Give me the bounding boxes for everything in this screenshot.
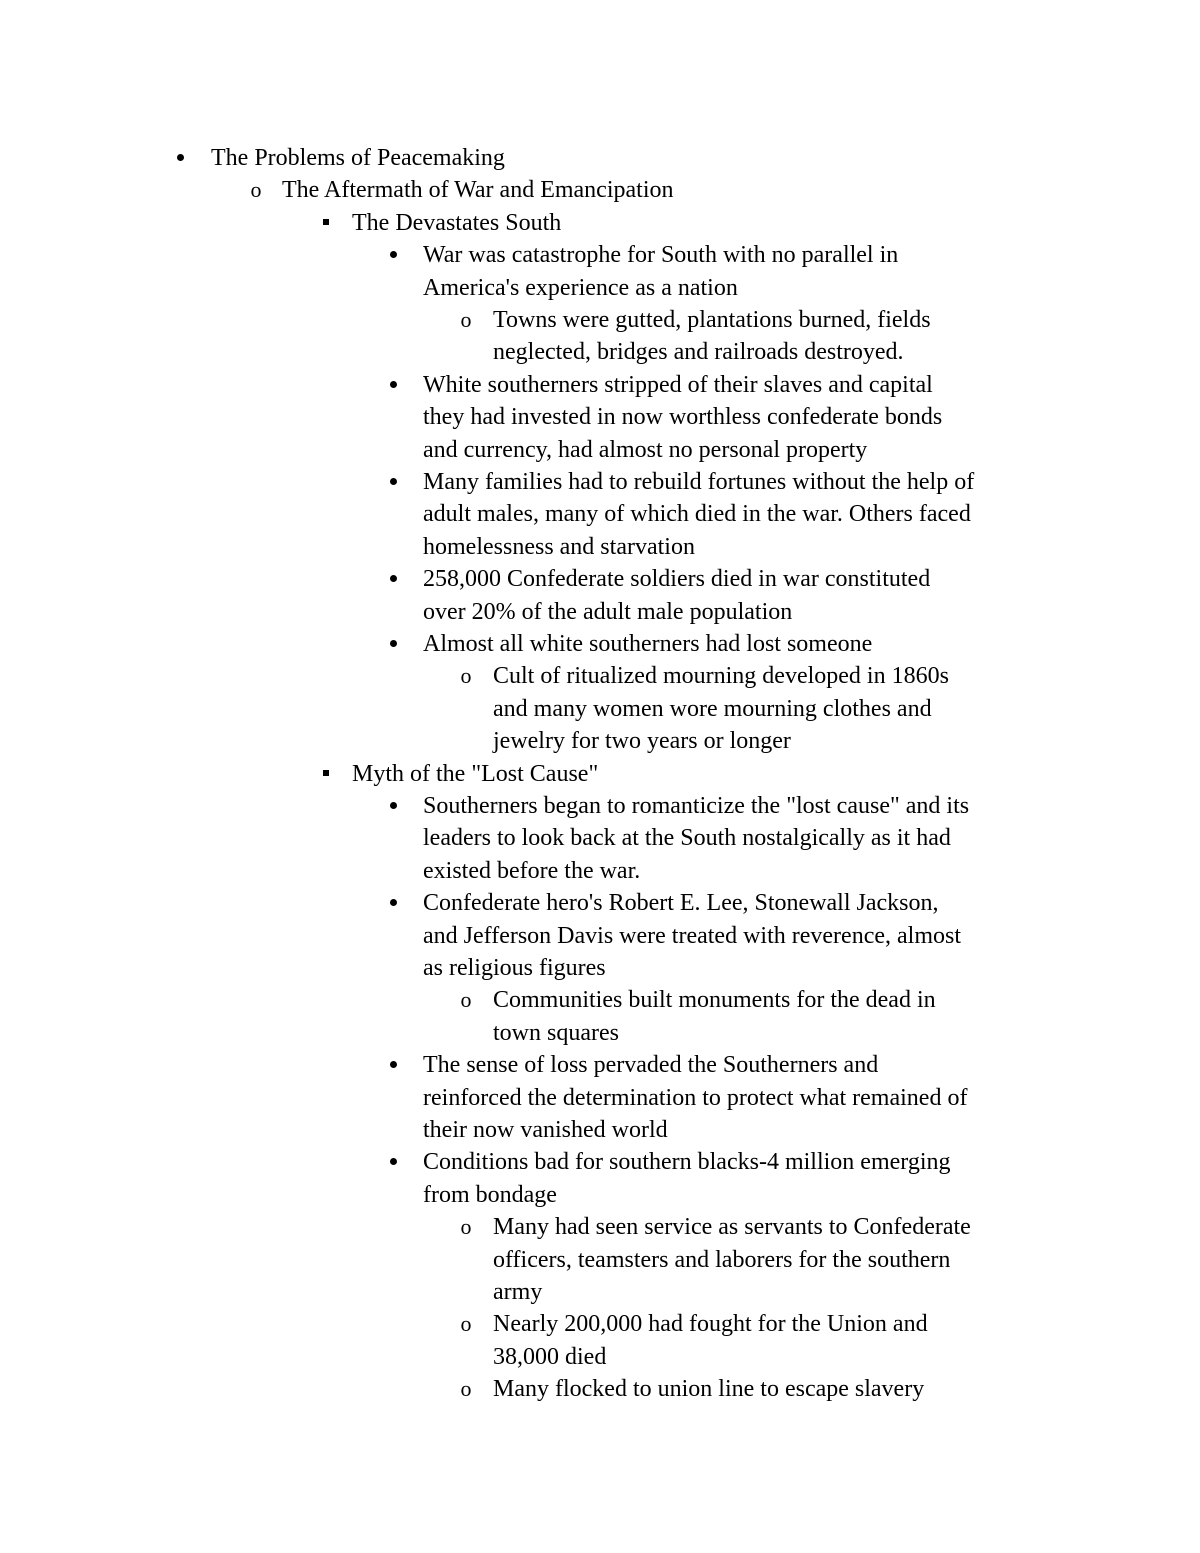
section-heading: The Devastates South (352, 209, 562, 236)
bullet-point-text: and Jefferson Davis were treated with reverence, almost (423, 922, 961, 949)
bullet-point-text: leaders to look back at the South nostalgically as it had (423, 825, 951, 852)
bullet-point-text: over 20% of the adult male population (423, 598, 793, 625)
bullet-point-text: reinforced the determination to protect what remained of (423, 1084, 968, 1111)
sub-point-text: Nearly 200,000 had fought for the Union and (493, 1311, 928, 1338)
disc-bullet-icon (170, 142, 190, 174)
circle-bullet-marker: o (460, 987, 472, 1013)
disc-bullet-icon (383, 369, 403, 401)
circle-bullet-marker: o (250, 177, 262, 203)
bullet-point-text: adult males, many of which died in the war. Others faced (423, 501, 971, 528)
heading-level-1: The Problems of Peacemaking (211, 145, 505, 171)
bullet-point-text: America's experience as a nation (423, 274, 738, 301)
sub-point-text: town squares (493, 1019, 619, 1046)
disc-bullet-icon (383, 790, 403, 822)
bullet-point-text: from bondage (423, 1181, 557, 1208)
circle-bullet-marker: o (460, 663, 472, 689)
disc-bullet-icon (383, 628, 403, 660)
bullet-point-text: 258,000 Confederate soldiers died in war constituted (423, 566, 931, 593)
disc-bullet-icon (383, 466, 403, 498)
bullet-point-text: Confederate hero's Robert E. Lee, Stonewall Jackson, (423, 890, 939, 917)
sub-point-text: jewelry for two years or longer (493, 728, 791, 755)
sub-point-text: officers, teamsters and laborers for the southern (493, 1246, 951, 1273)
square-bullet-icon (316, 758, 336, 790)
bullet-point-text: as religious figures (423, 955, 606, 981)
sub-point-text: 38,000 died (493, 1343, 607, 1370)
circle-bullet-marker: o (460, 1311, 472, 1337)
bullet-point-text: existed before the war. (423, 857, 641, 884)
bullet-point-text: Many families had to rebuild fortunes without the help of (423, 469, 975, 495)
disc-bullet-icon (383, 239, 403, 271)
sub-point-text: army (493, 1279, 543, 1305)
bullet-point-text: homelessness and starvation (423, 533, 695, 560)
bullet-point-text: White southerners stripped of their slaves and capital (423, 371, 933, 398)
sub-point-text: Many flocked to union line to escape slavery (493, 1376, 925, 1403)
bullet-point-text: Southerners began to romanticize the "lost cause" and its (423, 793, 970, 819)
section-heading: Myth of the "Lost Cause" (352, 760, 599, 787)
sub-point-text: Towns were gutted, plantations burned, fields (493, 307, 931, 333)
disc-bullet-icon (383, 1049, 403, 1081)
sub-point-text: and many women wore mourning clothes and (493, 695, 932, 722)
bullet-point-text: their now vanished world (423, 1117, 668, 1143)
bullet-point-text: and currency, had almost no personal property (423, 436, 868, 463)
circle-bullet-marker: o (460, 1214, 472, 1240)
circle-bullet-marker: o (460, 307, 472, 332)
bullet-point-text: Almost all white southerners had lost someone (423, 631, 873, 657)
bullet-point-text: Conditions bad for southern blacks-4 million emerging (423, 1149, 951, 1176)
square-bullet-icon (316, 207, 336, 239)
disc-bullet-icon (383, 1146, 403, 1178)
bullet-point-text: The sense of loss pervaded the Southerners and (423, 1052, 879, 1079)
sub-point-text: neglected, bridges and railroads destroyed. (493, 339, 904, 366)
bullet-point-text: they had invested in now worthless confederate bonds (423, 404, 943, 431)
heading-level-2: The Aftermath of War and Emancipation (282, 177, 674, 204)
sub-point-text: Cult of ritualized mourning developed in 1860s (493, 663, 949, 690)
bullet-point-text: War was catastrophe for South with no parallel in (423, 242, 899, 269)
circle-bullet-marker: o (460, 1376, 472, 1402)
disc-bullet-icon (383, 887, 403, 919)
sub-point-text: Communities built monuments for the dead in (493, 987, 936, 1014)
sub-point-text: Many had seen service as servants to Confederate (493, 1214, 971, 1241)
disc-bullet-icon (383, 563, 403, 595)
